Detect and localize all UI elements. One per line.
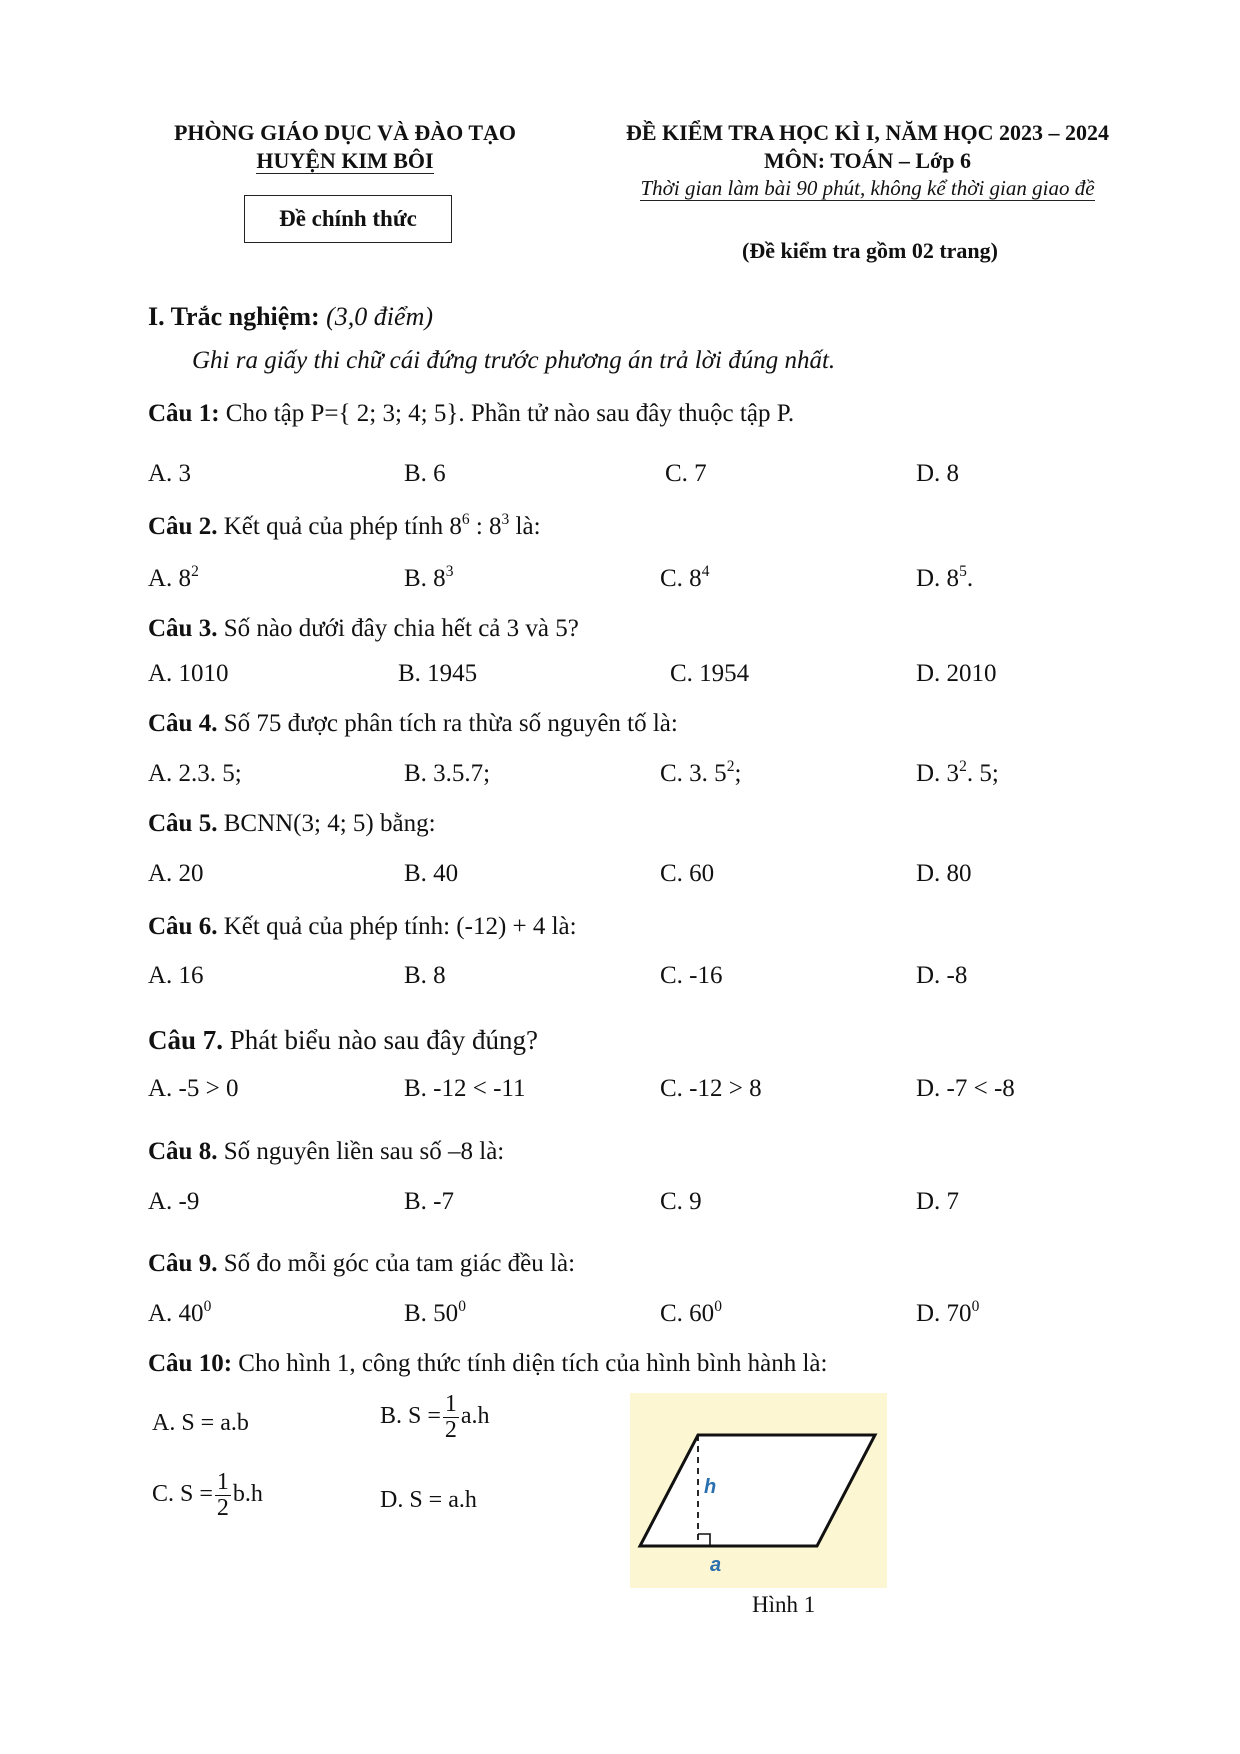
q1-option-c: C. 7 <box>665 460 707 487</box>
q7-option-c: C. -12 > 8 <box>660 1075 762 1102</box>
question-text: Kết quả của phép tính: (-12) + 4 là: <box>223 913 577 940</box>
question-label: Câu 2. <box>148 513 218 540</box>
question-text: BCNN(3; 4; 5) bằng: <box>223 810 436 837</box>
section-instruction: Ghi ra giấy thi chữ cái đứng trước phương án trả lời đúng nhất. <box>192 347 836 374</box>
q8-option-a: A. -9 <box>148 1188 200 1215</box>
question-5 <box>148 810 436 838</box>
q10-option-b <box>380 1392 490 1443</box>
q1-option-a: A. 3 <box>148 460 192 487</box>
q5-option-a: A. 20 <box>148 860 204 887</box>
subject-line: MÔN: TOÁN – Lớp 6 <box>764 148 971 173</box>
question-label: Câu 4. <box>148 710 218 737</box>
question-10 <box>148 1350 827 1378</box>
q9-option-a: A. $40^0$ <box>148 1297 212 1327</box>
question-text: Cho hình 1, công thức tính diện tích của hình bình hành là: <box>238 1350 828 1377</box>
q1-option-b: B. 6 <box>404 460 446 487</box>
q10-option-d: D. S = a.h <box>380 1487 477 1513</box>
question-label: Câu 6. <box>148 913 218 940</box>
question-label: Câu 7. <box>148 1025 224 1055</box>
question-2 <box>148 510 541 541</box>
question-text-post: là: <box>515 513 541 540</box>
q10-option-a: A. S = a.b <box>152 1410 249 1436</box>
q8-option-b: B. -7 <box>404 1188 454 1215</box>
question-text: Số nguyên liền sau số –8 là: <box>223 1138 505 1165</box>
label-a: a <box>710 1554 722 1576</box>
q3-option-b: B. 1945 <box>398 660 478 687</box>
question-label: Câu 5. <box>148 810 218 837</box>
q4-option-c: C. 3. $5^2$; <box>660 757 742 787</box>
q9-option-c: C. $60^0$ <box>660 1297 722 1327</box>
pages-note: (Đề kiểm tra gồm 02 trang) <box>742 238 998 263</box>
q4-option-d: D. $3^2$. 5; <box>916 757 999 787</box>
q5-option-c: C. 60 <box>660 860 715 887</box>
department-name: PHÒNG GIÁO DỤC VÀ ĐÀO TẠO <box>173 120 517 145</box>
question-label: Câu 10: <box>148 1350 233 1377</box>
district-name <box>140 148 550 174</box>
question-label: Câu 1: <box>148 400 220 427</box>
q2-option-b: B. $8^3$ <box>404 562 454 592</box>
question-text: Số đo mỗi góc của tam giác đều là: <box>223 1250 576 1277</box>
q7-option-d: D. -7 < -8 <box>916 1075 1015 1102</box>
q8-option-d: D. 7 <box>916 1188 960 1215</box>
section-title: I. Trắc nghiệm: <box>148 302 320 331</box>
division-sign: : <box>469 513 490 540</box>
q6-option-b: B. 8 <box>404 962 446 989</box>
section-points: (3,0 điểm) <box>326 302 433 331</box>
q5-option-b: B. 40 <box>404 860 459 887</box>
time-note-text: Thời gian làm bài 90 phút, không kể thời gian giao đề <box>640 176 1095 200</box>
question-text: Cho tập P={ 2; 3; 4; 5}. Phần tử nào sau đây thuộc tập P. <box>225 400 795 427</box>
formula-prefix: C. S = <box>152 1481 213 1508</box>
figure-caption: Hình 1 <box>752 1592 816 1617</box>
fraction-one-half: $\frac{1}{2}$ <box>216 1469 229 1522</box>
power-exponent: 6 <box>461 510 470 528</box>
q2-option-a: A. $8^2$ <box>148 562 199 592</box>
question-7 <box>148 1025 538 1056</box>
q2-option-c: C. $8^4$ <box>660 562 710 592</box>
exam-title: ĐỀ KIỂM TRA HỌC KÌ I, NĂM HỌC 2023 – 2024 <box>625 120 1109 145</box>
parallelogram-diagram <box>630 1393 887 1588</box>
section-heading <box>148 302 433 332</box>
power-1 <box>449 510 470 540</box>
question-text: Số 75 được phân tích ra thừa số nguyên tố là: <box>223 710 678 737</box>
district-name-text: HUYỆN KIM BÔI <box>256 148 434 173</box>
question-label: Câu 8. <box>148 1138 218 1165</box>
question-4 <box>148 710 678 738</box>
q9-option-d: D. $70^0$ <box>916 1297 980 1327</box>
question-1 <box>148 400 794 428</box>
parallelogram-figure <box>630 1393 887 1588</box>
q7-option-b: B. -12 < -11 <box>404 1075 526 1102</box>
q3-option-c: C. 1954 <box>670 660 750 687</box>
question-text-pre: Kết quả của phép tính <box>223 513 444 540</box>
question-3 <box>148 615 579 643</box>
time-note <box>585 176 1150 201</box>
q1-option-d: D. 8 <box>916 460 960 487</box>
question-label: Câu 9. <box>148 1250 218 1277</box>
question-6 <box>148 913 577 941</box>
q3-option-d: D. 2010 <box>916 660 997 687</box>
power-base: 8 <box>449 513 462 540</box>
q2-option-d: D. $8^5$. <box>916 562 974 592</box>
q8-option-c: C. 9 <box>660 1188 702 1215</box>
q4-option-a: A. 2.3. 5; <box>148 760 242 787</box>
question-9 <box>148 1250 575 1278</box>
power-base: 8 <box>489 513 502 540</box>
label-h: h <box>704 1476 717 1498</box>
formula-suffix: a.h <box>460 1403 490 1430</box>
question-text: Phát biểu nào sau đây đúng? <box>229 1025 538 1055</box>
q9-option-b: B. $50^0$ <box>404 1297 466 1327</box>
question-label: Câu 3. <box>148 615 218 642</box>
q7-option-a: A. -5 > 0 <box>148 1075 239 1102</box>
fraction-one-half: $\frac{1}{2}$ <box>444 1391 457 1444</box>
q6-option-a: A. 16 <box>148 962 204 989</box>
power-exponent: 3 <box>501 510 510 528</box>
q3-option-a: A. 1010 <box>148 660 229 687</box>
q4-option-b: B. 3.5.7; <box>404 760 491 787</box>
parallelogram-shape <box>640 1435 875 1546</box>
official-exam-box: Đề chính thức <box>244 195 452 243</box>
power-2 <box>489 510 510 540</box>
q6-option-d: D. -8 <box>916 962 968 989</box>
q10-option-c <box>152 1470 263 1521</box>
q6-option-c: C. -16 <box>660 962 723 989</box>
formula-suffix: b.h <box>232 1481 263 1508</box>
question-8 <box>148 1138 504 1166</box>
formula-prefix: B. S = <box>380 1403 441 1430</box>
q5-option-d: D. 80 <box>916 860 972 887</box>
question-text: Số nào dưới đây chia hết cả 3 và 5? <box>223 615 579 642</box>
